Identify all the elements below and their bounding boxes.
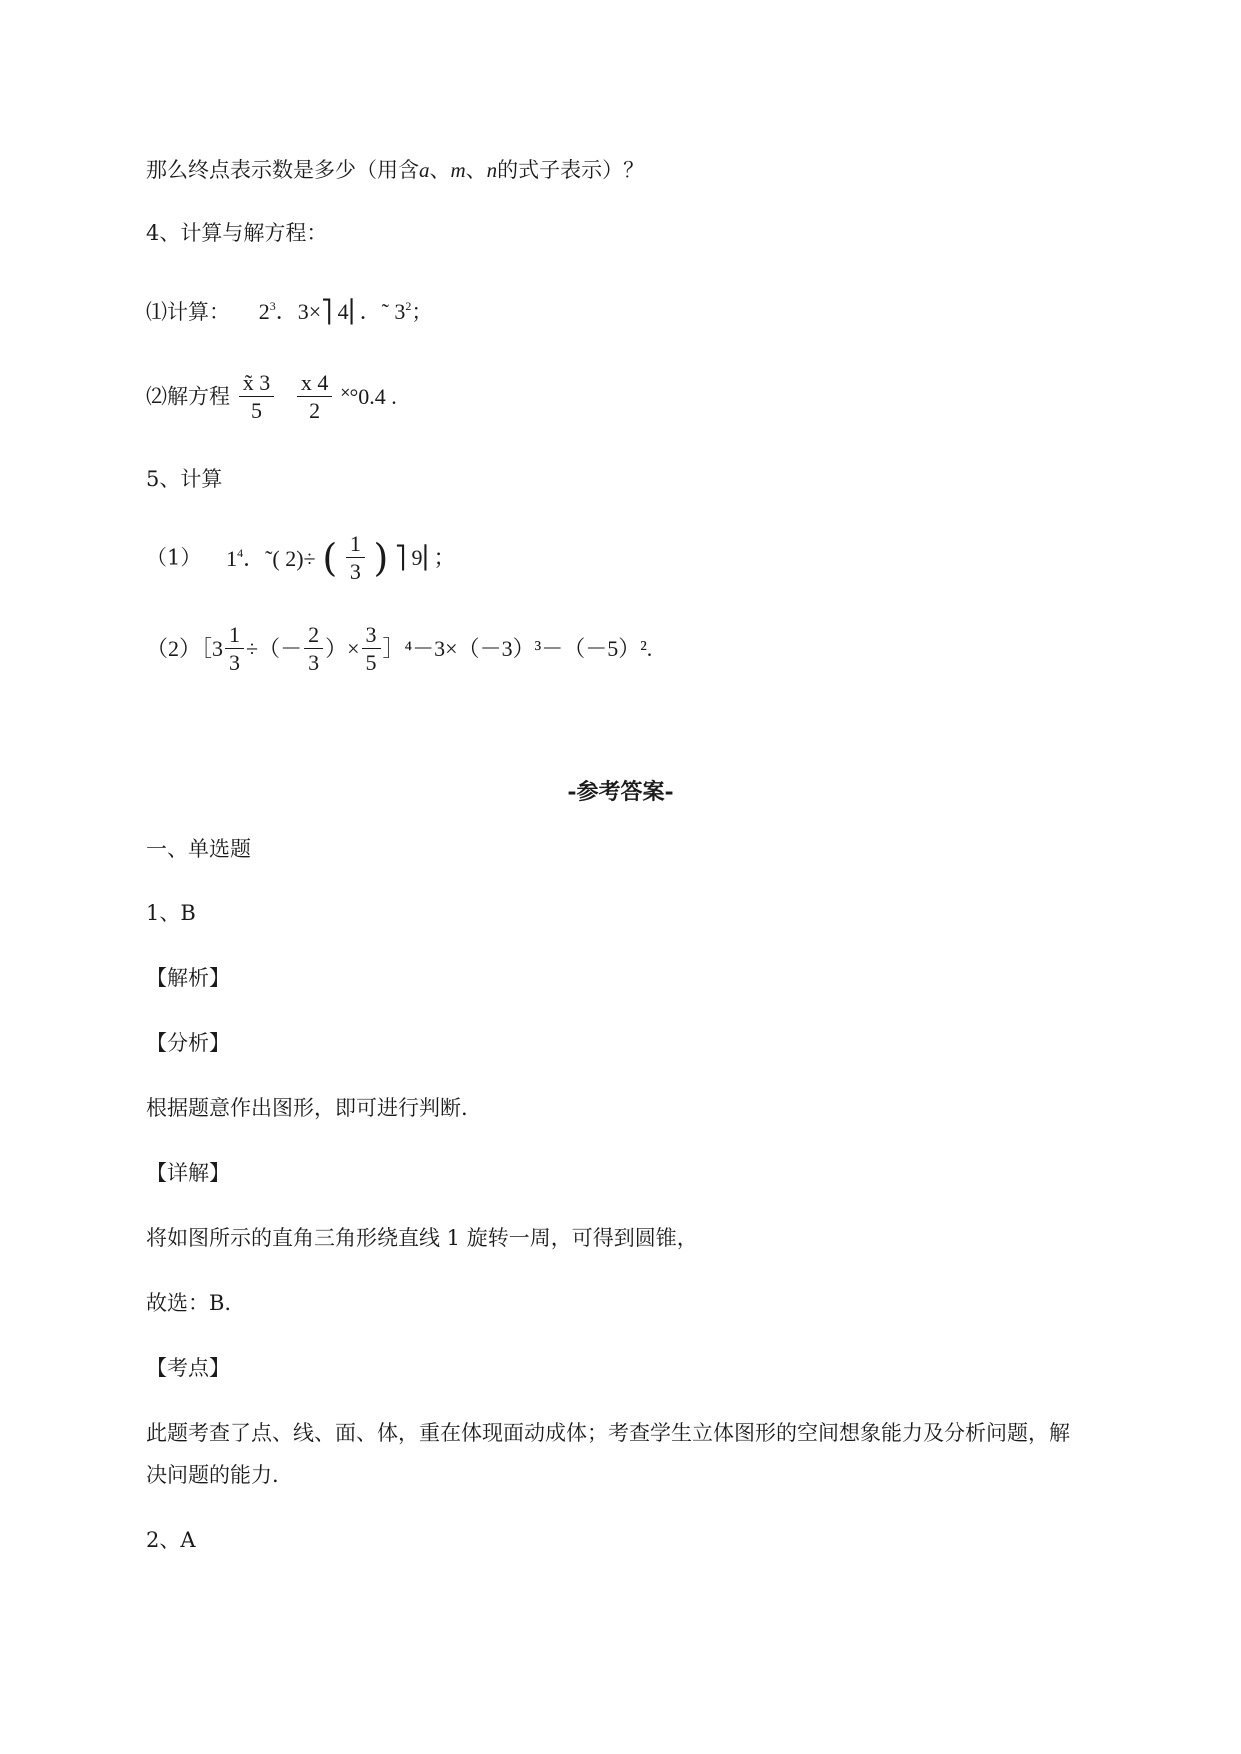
kaodian-text-1: 此题考查了点、线、面、体，重在体现面动成体；考查学生立体图形的空间想象能力及分析问题，解	[146, 1421, 1070, 1445]
answer-section-title: -参考答案-	[567, 779, 674, 805]
kaodian-label: 【考点】	[146, 1356, 230, 1380]
question-5-1: （1） $1^4$．˜( 2)÷ ( $\frac{1}{3}$ ) ⎤ 9⎜；	[146, 531, 456, 584]
question-4-title: 4、计算与解方程：	[146, 221, 328, 245]
var-a: a	[419, 158, 430, 182]
question-3-continuation: 那么终点表示数是多少（用含a、m、n的式子表示）？	[146, 158, 645, 182]
right-paren: )	[373, 536, 389, 580]
fraction-one-third: $\frac{1}{3}$	[346, 533, 365, 583]
answer-1: 1、B	[146, 901, 196, 925]
question-5-2: （2）［3 $\frac{1}{3}$ ÷（－ $\frac{2}{3}$ ）× $\frac{3}{5}$ ］⁴－3×（－3）³－（－5）².	[146, 622, 653, 675]
fraction-2-3: $\frac{2}{3}$	[304, 624, 323, 674]
fenxi-text: 根据题意作出图形，即可进行判断.	[146, 1096, 468, 1120]
left-paren: (	[322, 536, 338, 580]
xiangjie-text-2: 故选：B.	[146, 1291, 232, 1315]
var-n: n	[486, 158, 498, 182]
question-4-2: ⑵解方程 $\frac{x̃ 3}{5}$ $\frac{x 4}{2}$ ˟°0.4 .	[146, 370, 397, 423]
fraction-1-3a: $\frac{1}{3}$	[225, 624, 244, 674]
kaodian-text-2: 决问题的能力.	[146, 1463, 279, 1487]
question-5-title: 5、计算	[146, 467, 223, 491]
xiangjie-label: 【详解】	[146, 1161, 230, 1185]
jiexi-label: 【解析】	[146, 966, 230, 990]
fraction-1: $\frac{x̃ 3}{5}$	[239, 372, 275, 422]
xiangjie-text-1: 将如图所示的直角三角形绕直线 1 旋转一周，可得到圆锥，	[146, 1226, 698, 1250]
fenxi-label: 【分析】	[146, 1031, 230, 1055]
var-m: m	[450, 158, 466, 182]
fraction-2: $\frac{x 4}{2}$	[297, 372, 333, 422]
answer-2: 2、A	[146, 1528, 196, 1552]
section-heading: 一、单选题	[146, 837, 251, 861]
question-4-1: ⑴计算： $2^3$．3×⎤ 4⎜．˜ $3^2$；	[146, 299, 433, 324]
fraction-3-5: $\frac{3}{5}$	[362, 624, 381, 674]
